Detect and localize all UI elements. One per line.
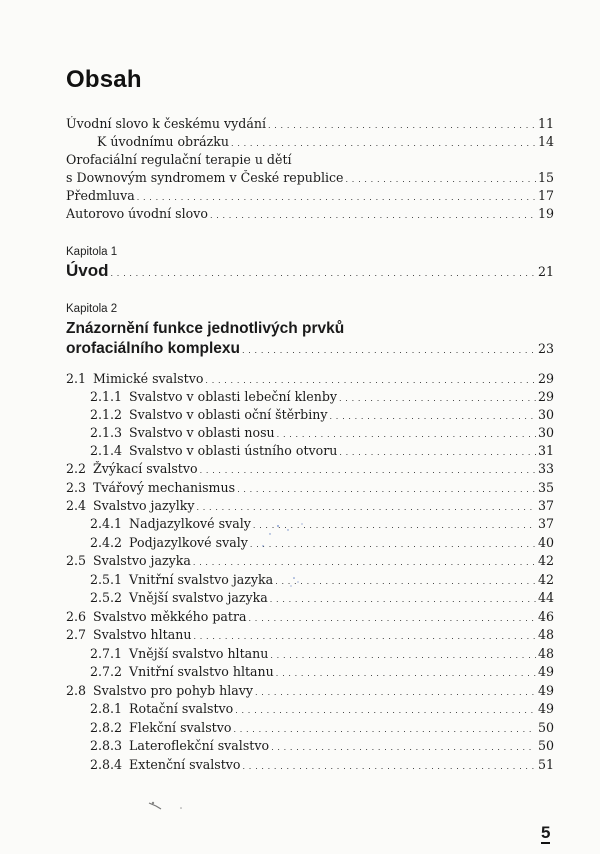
toc-entry-page: 37: [537, 498, 554, 513]
toc-entry[interactable]: [66, 206, 554, 221]
toc-entry-title: K úvodnímu obrázku: [97, 134, 230, 149]
toc-entry[interactable]: [66, 480, 554, 495]
chapter-title: Úvod: [66, 261, 109, 280]
section-number: 2.1.1: [90, 389, 123, 404]
toc-entry-page: 50: [537, 720, 554, 735]
toc-entry-title: Extenční svalstvo: [129, 757, 241, 772]
toc-entry-title-line1: Orofaciální regulační terapie u dětí: [66, 152, 292, 167]
toc-entry-title: Svalstvo pro pohyb hlavy: [93, 683, 254, 698]
toc-entry-page: 30: [537, 425, 554, 440]
leader-dots: [243, 762, 536, 771]
section-number: 2.4: [66, 498, 87, 513]
toc-entry[interactable]: [90, 516, 554, 531]
section-number: 2.1: [66, 371, 87, 386]
section-number: 2.8: [66, 683, 87, 698]
toc-entry[interactable]: [90, 425, 554, 440]
leader-dots: [249, 614, 536, 623]
toc-entry[interactable]: [66, 116, 554, 131]
toc-entry-page: 15: [537, 170, 554, 185]
toc-entry[interactable]: [66, 627, 554, 642]
toc-entry-title: Rotační svalstvo: [129, 701, 234, 716]
toc-entry-title: Žvýkací svalstvo: [93, 461, 198, 476]
toc-entry[interactable]: [66, 170, 554, 185]
leader-dots: [193, 558, 536, 567]
section-number: 2.1.2: [90, 407, 123, 422]
leader-dots: [276, 669, 536, 678]
scan-smudge: [147, 800, 187, 814]
toc-entry-page: 31: [537, 443, 554, 458]
leader-dots: [270, 651, 536, 660]
section-number: 2.3: [66, 480, 87, 495]
toc-entry[interactable]: [90, 572, 554, 587]
leader-dots: [330, 412, 536, 421]
chapter-title-line2: orofaciálního komplexu: [66, 340, 240, 357]
leader-dots: [231, 139, 536, 148]
toc-entry[interactable]: [66, 461, 554, 476]
toc-entry[interactable]: [66, 498, 554, 513]
toc-entry-page: 49: [537, 683, 554, 698]
toc-entry-title: Svalstvo v oblasti lebeční klenby: [129, 389, 337, 404]
toc-entry-page: 19: [537, 206, 554, 221]
chapter-page: 23: [537, 341, 554, 356]
section-number: 2.8.4: [90, 757, 123, 772]
toc-entry[interactable]: [90, 590, 554, 605]
toc-entry-title: Vnější svalstvo jazyka: [129, 590, 268, 605]
leader-dots: [235, 706, 536, 715]
toc-entry[interactable]: [90, 535, 554, 550]
toc-entry-page: 29: [537, 389, 554, 404]
toc-entry-page: 33: [537, 461, 554, 476]
section-number: 2.8.2: [90, 720, 123, 735]
section-number: 2.5.1: [90, 572, 123, 587]
chapter-label: Kapitola 1: [66, 246, 118, 258]
toc-entry[interactable]: [97, 134, 554, 149]
chapter-entry[interactable]: [66, 261, 554, 281]
toc-entry-page: 30: [537, 407, 554, 422]
toc-entry-page: 44: [537, 590, 554, 605]
toc-entry-page: 29: [537, 371, 554, 386]
chapter-entry[interactable]: [66, 340, 554, 358]
toc-entry-title: Svalstvo hltanu: [93, 627, 192, 642]
toc-entry-title: Nadjazylkové svaly: [129, 516, 251, 531]
leader-dots: [111, 269, 536, 278]
toc-entry[interactable]: [90, 443, 554, 458]
toc-entry-page: 49: [537, 701, 554, 716]
leader-dots: [200, 466, 536, 475]
page-title: Obsah: [66, 66, 142, 93]
toc-entry[interactable]: [90, 664, 554, 679]
toc-entry[interactable]: [90, 646, 554, 661]
toc-entry-title: Svalstvo jazyka: [93, 553, 191, 568]
toc-entry-title: Svalstvo jazylky: [93, 498, 195, 513]
leader-dots: [277, 430, 536, 439]
toc-entry[interactable]: [90, 720, 554, 735]
toc-entry-title: Podjazylkové svaly: [129, 535, 248, 550]
toc-entry-page: 14: [537, 134, 554, 149]
leader-dots: [346, 175, 536, 184]
toc-entry-title: Úvodní slovo k českému vydání: [66, 116, 266, 131]
section-number: 2.5.2: [90, 590, 123, 605]
section-number: 2.8.1: [90, 701, 123, 716]
toc-entry[interactable]: [90, 701, 554, 716]
leader-dots: [196, 503, 535, 512]
toc-entry-page: 48: [537, 627, 554, 642]
leader-dots: [242, 346, 536, 355]
chapter-page: 21: [537, 264, 554, 279]
section-number: 2.2: [66, 461, 87, 476]
leader-dots: [237, 485, 536, 494]
toc-entry-page: 40: [537, 535, 554, 550]
toc-entry-title: Svalstvo v oblasti ústního otvoru: [129, 443, 338, 458]
chapter-title-line1: Znázornění funkce jednotlivých prvků: [66, 320, 345, 337]
toc-entry-page: 17: [537, 188, 554, 203]
toc-entry-title: Vnitřní svalstvo hltanu: [129, 664, 274, 679]
toc-entry[interactable]: [66, 609, 554, 624]
leader-dots: [255, 688, 536, 697]
toc-entry[interactable]: [66, 188, 554, 203]
section-number: 2.1.4: [90, 443, 123, 458]
toc-entry-page: 49: [537, 664, 554, 679]
toc-entry-page: 35: [537, 480, 554, 495]
leader-dots: [339, 448, 536, 457]
toc-entry-title: Tvářový mechanismus: [93, 480, 236, 495]
toc-entry[interactable]: [66, 371, 554, 386]
toc-entry-page: 50: [537, 738, 554, 753]
toc-entry-page: 42: [537, 553, 554, 568]
toc-entry-title: Mimické svalstvo: [93, 371, 204, 386]
toc-entry[interactable]: [90, 738, 554, 753]
toc-entry-title: Vnitřní svalstvo jazyka: [129, 572, 274, 587]
toc-entry-page: 51: [537, 757, 554, 772]
toc-entry-title: Autorovo úvodní slovo: [66, 206, 208, 221]
toc-entry-title: Lateroflekční svalstvo: [129, 738, 270, 753]
section-number: 2.7.2: [90, 664, 123, 679]
toc-entry[interactable]: [66, 683, 554, 698]
toc-entry-title: Předmluva: [66, 188, 135, 203]
toc-entry[interactable]: [90, 407, 554, 422]
page-number: 5: [541, 823, 551, 842]
section-number: 2.1.3: [90, 425, 123, 440]
leader-dots: [233, 725, 536, 734]
section-number: 2.6: [66, 609, 87, 624]
toc-entry[interactable]: [90, 757, 554, 772]
toc-entry-page: 42: [537, 572, 554, 587]
toc-entry[interactable]: [90, 389, 554, 404]
toc-entry-page: 46: [537, 609, 554, 624]
leader-dots: [271, 743, 536, 752]
section-number: 2.4.2: [90, 535, 123, 550]
section-number: 2.7: [66, 627, 87, 642]
section-number: 2.8.3: [90, 738, 123, 753]
section-number: 2.4.1: [90, 516, 123, 531]
toc-entry-title: Flekční svalstvo: [129, 720, 232, 735]
section-number: 2.5: [66, 553, 87, 568]
toc-entry-title-line2: s Downovým syndromem v České republice: [66, 170, 344, 185]
leader-dots: [193, 632, 536, 641]
toc-entry-title: Svalstvo v oblasti nosu: [129, 425, 275, 440]
leader-dots: [205, 376, 536, 385]
leader-dots: [268, 121, 536, 130]
toc-entry-title: Vnější svalstvo hltanu: [129, 646, 269, 661]
toc-entry-page: 11: [537, 116, 554, 131]
ink-speckle: [258, 520, 318, 600]
section-number: 2.7.1: [90, 646, 123, 661]
toc-entry-title: Svalstvo v oblasti oční štěrbiny: [129, 407, 328, 422]
toc-entry-title: Svalstvo měkkého patra: [93, 609, 247, 624]
chapter-label: Kapitola 2: [66, 303, 118, 315]
toc-entry-page: 37: [537, 516, 554, 531]
toc-entry-page: 48: [537, 646, 554, 661]
leader-dots: [339, 394, 536, 403]
leader-dots: [210, 211, 536, 220]
leader-dots: [137, 193, 536, 202]
